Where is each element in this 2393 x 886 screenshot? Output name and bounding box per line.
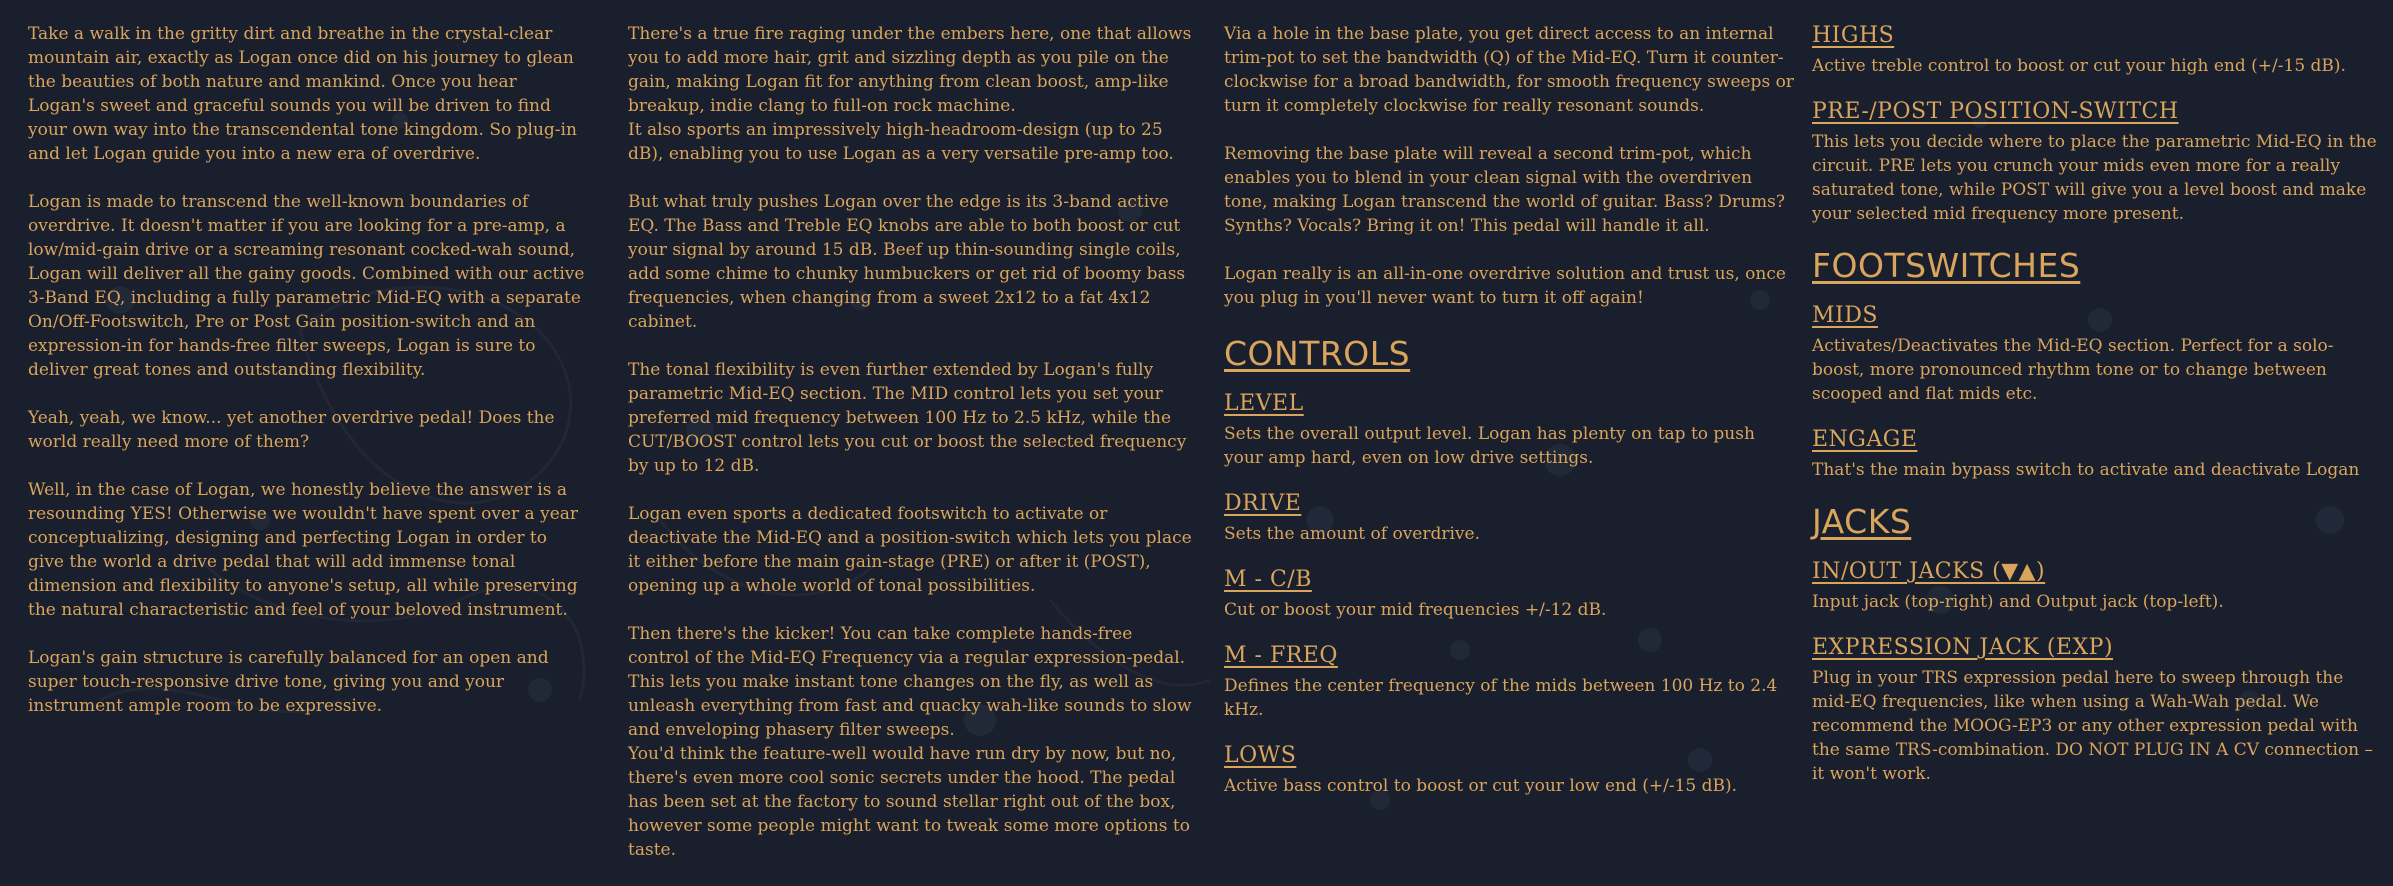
control-mid-freq <box>1224 642 1794 722</box>
intro-paragraph: There's a true fire raging under the embers here, one that allows you to add more hair, grit and sizzling depth as you pile on the gain, making Logan fit for anything from clean boost, amp-like breakup, indie clang to full-on rock machine. It also sports an impressively high-headroom-design (up to 25 dB), enabling you to use Logan as a very versatile pre-amp too. <box>628 24 1192 164</box>
footswitch-title: ENGAGE <box>1812 427 1918 452</box>
intro-column-3-and-controls <box>1224 22 1794 818</box>
intro-paragraph: Logan is made to transcend the well-known boundaries of overdrive. It doesn't matter if you are looking for a pre-amp, a low/mid-gain drive or a screaming resonant cocked-wah sound, Logan will deliver all the gainy goods. Combined with our active 3-Band EQ, including a fully parametric Mid-EQ with a separate On/Off-Footswitch, Pre or Post Gain position-switch and an expression-in for hands-free filter sweeps, Logan is sure to deliver great tones and outstanding flexibility. <box>28 192 585 380</box>
footswitches-heading: FOOTSWITCHES <box>1812 246 2081 285</box>
intro-paragraph: Logan's gain structure is carefully balanced for an open and super touch-responsive drive tone, giving you and your instrument ample room to be expressive. <box>28 648 549 716</box>
control-mid-cut-boost <box>1224 566 1794 622</box>
control-description: Defines the center frequency of the mids between 100 Hz to 2.4 kHz. <box>1224 676 1778 720</box>
jack-description: Plug in your TRS expression pedal here to sweep through the mid-EQ frequencies, like when using a Wah-Wah pedal. We recommend the MOOG-EP3 or any other expression pedal with the same TRS-combination. DO NOT PLUG IN A CV connection – it won't work. <box>1812 668 2373 784</box>
intro-paragraph: Well, in the case of Logan, we honestly believe the answer is a resounding YES! Otherwise we wouldn't have spent over a year conceptualizing, designing and perfecting Logan in order to give the world a drive pedal that will add immense tonal dimension and flexibility to anyone's setup, all while preserving the natural characteristic and feel of your beloved instrument. <box>28 480 579 620</box>
intro-paragraph: Via a hole in the base plate, you get direct access to an internal trim-pot to set the bandwidth (Q) of the Mid-EQ. Turn it counter-clockwise for a broad bandwidth, for smooth frequency sweeps or turn it completely clockwise for really resonant sounds. <box>1224 24 1794 116</box>
control-drive <box>1224 490 1794 546</box>
jack-in-out <box>1812 558 2382 614</box>
footswitch-description: Activates/Deactivates the Mid-EQ section. Perfect for a solo-boost, more pronounced rhythm tone or to change between scooped and flat mids etc. <box>1812 336 2334 404</box>
intro-column-2 <box>628 22 1198 886</box>
control-title: HIGHS <box>1812 23 1895 48</box>
footswitch-description: That's the main bypass switch to activate and deactivate Logan <box>1812 460 2360 480</box>
footswitch-engage <box>1812 426 2382 482</box>
control-description: This lets you decide where to place the parametric Mid-EQ in the circuit. PRE lets you crunch your mids even more for a really saturated tone, while POST will give you a level boost and make your selected mid frequency more present. <box>1812 132 2377 224</box>
control-description: Sets the amount of overdrive. <box>1224 524 1481 544</box>
intro-paragraph: Then there's the kicker! You can take complete hands-free control of the Mid-EQ Frequency via a regular expression-pedal. This lets you make instant tone changes on the fly, as well as unleash everything from fast and quacky wah-like sounds to slow and enveloping phasery filter sweeps. You'd think the feature-well would have run dry by now, but no, there's even more cool sonic secrets under the hood. The pedal has been set at the factory to sound stellar right out of the box, however some people might want to tweak some more options to taste. <box>628 624 1192 860</box>
jack-title: EXPRESSION JACK (EXP) <box>1812 635 2114 660</box>
control-description: Active bass control to boost or cut your low end (+/-15 dB). <box>1224 776 1738 796</box>
intro-column-1 <box>28 22 588 742</box>
control-title: DRIVE <box>1224 491 1302 516</box>
control-title: LEVEL <box>1224 391 1304 416</box>
intro-paragraph: Take a walk in the gritty dirt and breathe in the crystal-clear mountain air, exactly as Logan once did on his journey to glean the beauties of both nature and mankind. Once you hear Logan's sweet and graceful sounds you will be driven to find your own way into the transcendental tone kingdom. So plug-in and let Logan guide you into a new era of overdrive. <box>28 24 577 164</box>
control-level <box>1224 390 1794 470</box>
control-title: LOWS <box>1224 743 1297 768</box>
intro-paragraph: Logan even sports a dedicated footswitch to activate or deactivate the Mid-EQ and a position-switch which lets you place it either before the main gain-stage (PRE) or after it (POST), opening up a whole world of tonal possibilities. <box>628 504 1192 596</box>
control-description: Sets the overall output level. Logan has plenty on tap to push your amp hard, even on low drive settings. <box>1224 424 1755 468</box>
footswitch-mids <box>1812 302 2382 406</box>
jacks-heading: JACKS <box>1812 502 1912 541</box>
jack-description: Input jack (top-right) and Output jack (top-left). <box>1812 592 2224 612</box>
control-description: Active treble control to boost or cut your high end (+/-15 dB). <box>1812 56 2346 76</box>
intro-paragraph: Yeah, yeah, we know... yet another overdrive pedal! Does the world really need more of them? <box>28 408 555 452</box>
control-title: PRE-/POST POSITION-SWITCH <box>1812 99 2179 124</box>
intro-paragraph: Removing the base plate will reveal a second trim-pot, which enables you to blend in your clean signal with the overdriven tone, making Logan transcend the world of guitar. Bass? Drums? Synths? Vocals? Bring it on! This pedal will handle it all. <box>1224 144 1785 236</box>
intro-paragraph: Logan really is an all-in-one overdrive solution and trust us, once you plug in you'll never want to turn it off again! <box>1224 264 1786 308</box>
jack-title: IN/OUT JACKS (▼▲) <box>1812 559 2046 584</box>
control-description: Cut or boost your mid frequencies +/-12 dB. <box>1224 600 1607 620</box>
footswitch-title: MIDS <box>1812 303 1878 328</box>
control-title: M - FREQ <box>1224 643 1338 668</box>
control-lows <box>1224 742 1794 798</box>
controls-column-4 <box>1812 22 2382 806</box>
controls-heading: CONTROLS <box>1224 334 1411 373</box>
intro-paragraph: The tonal flexibility is even further extended by Logan's fully parametric Mid-EQ section. The MID control lets you set your preferred mid frequency between 100 Hz to 2.5 kHz, while the CUT/BOOST control lets you cut or boost the selected frequency by up to 12 dB. <box>628 360 1187 476</box>
control-pre-post-switch <box>1812 98 2382 226</box>
jack-expression <box>1812 634 2382 786</box>
control-highs <box>1812 22 2382 78</box>
control-title: M - C/B <box>1224 567 1312 592</box>
intro-paragraph: But what truly pushes Logan over the edge is its 3-band active EQ. The Bass and Treble EQ knobs are able to both boost or cut your signal by around 15 dB. Beef up thin-sounding single coils, add some chime to chunky humbuckers or get rid of boomy bass frequencies, when changing from a sweet 2x12 to a fat 4x12 cabinet. <box>628 192 1186 332</box>
